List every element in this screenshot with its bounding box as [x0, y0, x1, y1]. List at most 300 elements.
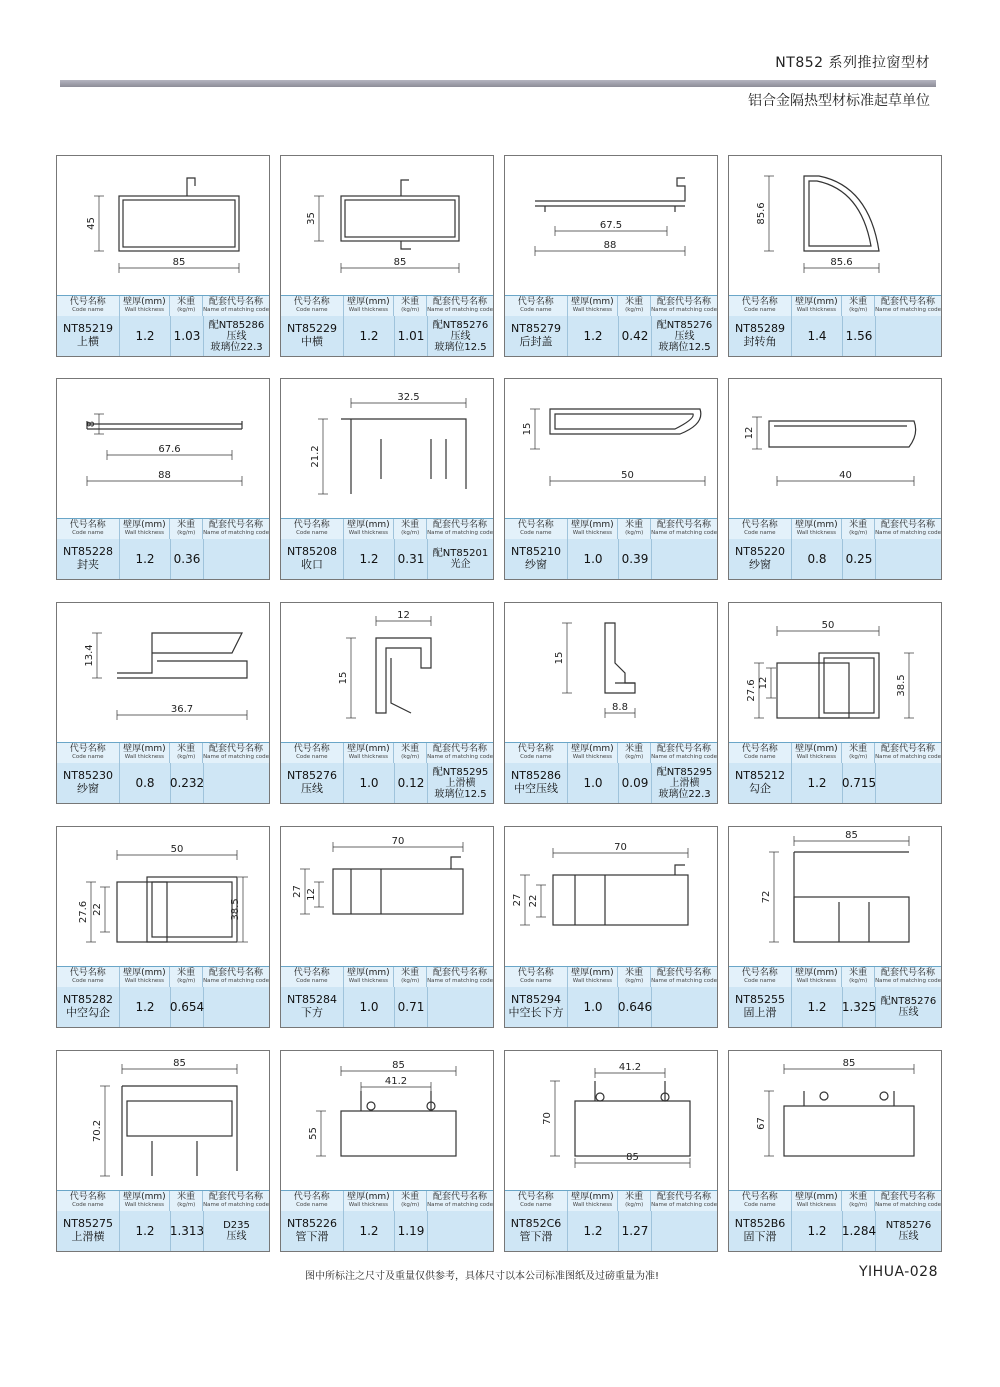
spec-table-row	[505, 539, 717, 579]
meter-weight: 0.646	[619, 987, 652, 1027]
matching-code-line: 上滑横	[445, 777, 476, 789]
dimension-label: 41.2	[618, 1062, 642, 1073]
profile-card	[504, 155, 718, 357]
header-code-cn: 代号名称	[517, 297, 554, 308]
dimension-label: 70	[614, 842, 627, 853]
header-match-en: Name of matching code	[427, 1202, 493, 1209]
profile-section	[675, 865, 685, 875]
spec-table-header	[729, 967, 941, 987]
header-wall-cn: 壁厚(mm)	[571, 968, 614, 979]
meter-weight: 0.39	[619, 539, 652, 579]
wall-thickness: 1.4	[792, 316, 843, 356]
spec-table	[281, 518, 493, 579]
header-weight-en: (kg/m)	[625, 978, 644, 985]
header-weight-en: (kg/m)	[625, 1202, 644, 1209]
header-match-cn: 配套代号名称	[209, 297, 264, 308]
spec-table-row	[281, 763, 493, 803]
header-code-en: Code name	[520, 978, 552, 985]
wall-thickness: 1.2	[792, 987, 843, 1027]
header-code-cn: 代号名称	[741, 1192, 778, 1203]
wall-thickness: 1.0	[568, 987, 619, 1027]
meter-weight: 0.71	[395, 987, 428, 1027]
spec-table-header	[281, 743, 493, 763]
dimension-label: 70.2	[92, 1119, 103, 1143]
profile-section	[596, 1093, 604, 1101]
profile-section	[127, 1101, 232, 1136]
header-code-en: Code name	[520, 530, 552, 537]
dimension-label: 12	[306, 888, 317, 901]
header-wall-cn: 壁厚(mm)	[123, 1192, 166, 1203]
spec-table-header	[57, 296, 269, 316]
profile-section	[839, 902, 869, 942]
header-weight-en: (kg/m)	[849, 307, 868, 314]
spec-table	[729, 1190, 941, 1251]
profile-section	[122, 1086, 237, 1176]
header-code-en: Code name	[520, 1202, 552, 1209]
profile-section	[117, 633, 242, 673]
profile-section	[333, 869, 463, 914]
spec-table-row	[729, 987, 941, 1027]
header-weight-en: (kg/m)	[177, 978, 196, 985]
profile-drawing	[729, 156, 941, 296]
header-weight-cn: 米重	[177, 520, 196, 531]
profile-code: NT85255	[735, 993, 785, 1007]
header-match-en: Name of matching code	[875, 1202, 941, 1209]
profile-drawing	[281, 156, 493, 296]
matching-code	[428, 316, 493, 356]
profile-name: 收口	[301, 558, 323, 571]
header-weight-cn: 米重	[625, 297, 644, 308]
header-weight-en: (kg/m)	[401, 307, 420, 314]
spec-table	[505, 966, 717, 1027]
header-match-cn: 配套代号名称	[433, 744, 488, 755]
dimension-label: 67.6	[158, 444, 181, 455]
header-wall-en: Wall thickness	[348, 1202, 389, 1209]
profile-name: 固下滑	[743, 1230, 777, 1243]
spec-table-header	[281, 519, 493, 539]
header-match-en: Name of matching code	[875, 978, 941, 985]
profile-code: NT852B6	[734, 1217, 786, 1231]
header-match-cn: 配套代号名称	[433, 1192, 488, 1203]
spec-table-header	[57, 743, 269, 763]
profile-cross-section	[505, 603, 717, 743]
header-code-en: Code name	[520, 754, 552, 761]
profile-card	[56, 1050, 270, 1252]
header-wall-en: Wall thickness	[796, 530, 837, 537]
header-code-en: Code name	[744, 754, 776, 761]
profile-section	[87, 424, 242, 429]
profile-section	[152, 1141, 197, 1176]
profile-section	[351, 869, 381, 914]
profile-section	[117, 661, 247, 678]
header-match-en: Name of matching code	[651, 530, 717, 537]
matching-code	[652, 987, 717, 1027]
header-wall-en: Wall thickness	[572, 754, 613, 761]
profile-code: NT85220	[735, 545, 785, 559]
header-wall-cn: 壁厚(mm)	[795, 297, 838, 308]
dimension-label: 55	[308, 1127, 319, 1140]
header-code-en: Code name	[296, 1202, 328, 1209]
profile-card	[56, 378, 270, 580]
profile-section	[119, 196, 239, 251]
spec-table-row	[505, 987, 717, 1027]
header-match-en: Name of matching code	[203, 1202, 269, 1209]
matching-code-line: 压线	[674, 330, 695, 342]
meter-weight: 0.36	[171, 539, 204, 579]
profile-cross-section	[729, 827, 941, 967]
header-weight-cn: 米重	[849, 520, 868, 531]
header-match-cn: 配套代号名称	[433, 520, 488, 531]
spec-table	[281, 966, 493, 1027]
profile-cross-section	[281, 379, 493, 519]
header-wall-cn: 壁厚(mm)	[347, 520, 390, 531]
dimension-label: 21.2	[310, 445, 321, 468]
meter-weight: 0.232	[171, 763, 204, 803]
profile-drawing	[57, 1051, 269, 1191]
header-code-cn: 代号名称	[69, 744, 106, 755]
header-match-cn: 配套代号名称	[209, 968, 264, 979]
spec-table-header	[281, 967, 493, 987]
profile-code: NT85208	[287, 545, 337, 559]
header-wall-cn: 壁厚(mm)	[123, 297, 166, 308]
matching-code	[876, 1211, 941, 1251]
header-weight-en: (kg/m)	[849, 754, 868, 761]
profile-code: NT85279	[511, 322, 561, 336]
meter-weight: 1.19	[395, 1211, 428, 1251]
profile-cross-section	[505, 379, 717, 519]
spec-table	[505, 1190, 717, 1251]
matching-code	[204, 763, 269, 803]
profile-drawing	[281, 379, 493, 519]
header-match-cn: 配套代号名称	[433, 968, 488, 979]
profile-section	[575, 875, 605, 925]
profile-section	[545, 206, 675, 212]
dimension-label: 85	[173, 1058, 186, 1069]
matching-code-line: NT85276	[885, 1220, 932, 1231]
spec-table-row	[57, 316, 269, 356]
header-match-en: Name of matching code	[651, 307, 717, 314]
dimension-label: 88	[603, 240, 617, 251]
profile-section	[880, 1092, 888, 1100]
dimension-label: 15	[522, 422, 533, 436]
dimension-label: 22	[528, 894, 539, 908]
profile-section	[595, 1081, 665, 1101]
matching-code-line: 配NT85286	[208, 319, 265, 331]
spec-table	[57, 295, 269, 356]
dimension-label: 85	[393, 257, 407, 268]
profile-section	[555, 414, 693, 429]
profile-drawing	[505, 1051, 717, 1191]
profile-section	[820, 1092, 828, 1100]
profile-drawing	[57, 827, 269, 967]
header-weight-en: (kg/m)	[849, 530, 868, 537]
header-match-en: Name of matching code	[651, 1202, 717, 1209]
profile-drawing	[57, 603, 269, 743]
profile-code: NT85276	[287, 769, 337, 783]
header-weight-cn: 米重	[849, 744, 868, 755]
header-wall-cn: 壁厚(mm)	[571, 1192, 614, 1203]
spec-table	[57, 518, 269, 579]
profile-section	[147, 877, 237, 942]
header-code-cn: 代号名称	[69, 1192, 106, 1203]
page-number: YIHUA-028	[859, 1264, 938, 1280]
profile-cross-section	[505, 156, 717, 296]
profile-section	[401, 241, 411, 249]
matching-code	[652, 539, 717, 579]
profile-section	[87, 421, 242, 429]
spec-table-header	[729, 519, 941, 539]
profile-drawing	[57, 379, 269, 519]
header-match-en: Name of matching code	[203, 307, 269, 314]
profile-name: 上横	[77, 335, 99, 348]
meter-weight: 0.42	[619, 316, 652, 356]
matching-code	[428, 1211, 493, 1251]
dimension-label: 70	[542, 1112, 553, 1125]
profile-card	[56, 155, 270, 357]
dimension-label: 12	[758, 676, 769, 690]
wall-thickness: 1.2	[120, 1211, 171, 1251]
profile-section	[367, 1102, 375, 1110]
header-code-cn: 代号名称	[741, 297, 778, 308]
meter-weight: 0.25	[843, 539, 876, 579]
header-wall-cn: 壁厚(mm)	[123, 520, 166, 531]
header-code-en: Code name	[520, 307, 552, 314]
profile-section	[550, 409, 701, 434]
matching-code	[876, 539, 941, 579]
profile-drawing	[505, 379, 717, 519]
spec-table	[281, 1190, 493, 1251]
header-code-cn: 代号名称	[517, 520, 554, 531]
header-weight-en: (kg/m)	[625, 754, 644, 761]
header-weight-cn: 米重	[401, 520, 420, 531]
dimension-label: 27.6	[78, 900, 89, 924]
dimension-label: 40	[839, 470, 852, 481]
profile-card	[280, 602, 494, 804]
profile-section	[391, 658, 411, 713]
header-wall-en: Wall thickness	[348, 307, 389, 314]
dimension-label: 45	[86, 217, 97, 230]
spec-table-row	[729, 763, 941, 803]
profile-cross-section	[281, 1051, 493, 1191]
matching-code-line: 压线	[898, 1231, 919, 1242]
header-wall-en: Wall thickness	[796, 1202, 837, 1209]
header-wall-cn: 壁厚(mm)	[795, 744, 838, 755]
header-match-cn: 配套代号名称	[209, 744, 264, 755]
header-weight-cn: 米重	[625, 968, 644, 979]
header-weight-cn: 米重	[849, 968, 868, 979]
profile-cross-section	[729, 156, 941, 296]
wall-thickness: 0.8	[792, 539, 843, 579]
meter-weight: 1.27	[619, 1211, 652, 1251]
header-weight-en: (kg/m)	[625, 307, 644, 314]
header-wall-cn: 壁厚(mm)	[795, 1192, 838, 1203]
profile-section	[361, 1091, 431, 1111]
header-wall-en: Wall thickness	[124, 978, 165, 985]
header-wall-en: Wall thickness	[572, 1202, 613, 1209]
header-weight-cn: 米重	[849, 1192, 868, 1203]
spec-table-header	[57, 967, 269, 987]
header-code-cn: 代号名称	[517, 744, 554, 755]
header-match-cn: 配套代号名称	[881, 297, 936, 308]
profile-name: 勾企	[749, 782, 771, 795]
dimension-label: 85	[172, 257, 186, 268]
matching-code	[428, 763, 493, 803]
header-code-cn: 代号名称	[293, 520, 330, 531]
meter-weight: 1.284	[843, 1211, 876, 1251]
matching-code-line: 配NT85276	[432, 319, 489, 331]
profile-name: 封转角	[743, 335, 777, 348]
header-wall-cn: 壁厚(mm)	[571, 297, 614, 308]
header-rule	[60, 80, 936, 87]
header-match-en: Name of matching code	[203, 754, 269, 761]
profile-card	[504, 378, 718, 580]
header-wall-cn: 壁厚(mm)	[571, 744, 614, 755]
profile-code: NT85294	[511, 993, 561, 1007]
dimension-label: 8.8	[612, 702, 628, 713]
profile-card	[280, 378, 494, 580]
profile-drawing	[505, 603, 717, 743]
dimension-label: 12	[744, 426, 755, 440]
dimension-label: 12	[397, 610, 410, 621]
dimension-label: 85	[845, 830, 858, 841]
profile-code: NT852C6	[510, 1217, 562, 1231]
header-match-en: Name of matching code	[427, 530, 493, 537]
spec-table-header	[729, 743, 941, 763]
profile-name: 中空压线	[514, 782, 558, 795]
profile-section	[451, 857, 461, 869]
matching-code-line: 压线	[450, 330, 471, 342]
profile-name: 封夹	[77, 558, 99, 571]
header-wall-en: Wall thickness	[796, 978, 837, 985]
header-match-cn: 配套代号名称	[881, 520, 936, 531]
matching-code-line: 配NT85295	[656, 766, 713, 778]
profile-card	[280, 1050, 494, 1252]
profile-card	[504, 826, 718, 1028]
dimension-label: 38.5	[896, 674, 907, 697]
matching-code-line: 配NT85295	[432, 766, 489, 778]
meter-weight: 1.325	[843, 987, 876, 1027]
header-weight-en: (kg/m)	[401, 530, 420, 537]
header-code-cn: 代号名称	[517, 1192, 554, 1203]
header-match-en: Name of matching code	[427, 307, 493, 314]
matching-code-line: 压线	[898, 1007, 919, 1018]
spec-table	[57, 966, 269, 1027]
dimension-label: 27.6	[746, 679, 757, 702]
profile-name: 中空长下方	[508, 1006, 564, 1019]
profile-name: 后封盖	[519, 335, 553, 348]
header-weight-cn: 米重	[625, 1192, 644, 1203]
header-weight-cn: 米重	[177, 744, 196, 755]
header-match-en: Name of matching code	[651, 978, 717, 985]
spec-table-row	[57, 1211, 269, 1251]
header-wall-cn: 壁厚(mm)	[347, 744, 390, 755]
profile-cross-section	[57, 379, 269, 519]
header-match-en: Name of matching code	[875, 307, 941, 314]
header-match-cn: 配套代号名称	[657, 744, 712, 755]
profile-code: NT85229	[287, 322, 337, 336]
header-weight-cn: 米重	[625, 744, 644, 755]
profile-section	[535, 178, 685, 201]
profile-drawing	[729, 1051, 941, 1191]
header-match-cn: 配套代号名称	[657, 297, 712, 308]
dimension-label: 32.5	[397, 392, 420, 403]
spec-table-row	[505, 1211, 717, 1251]
spec-table-row	[281, 539, 493, 579]
dimension-label: 35	[306, 212, 317, 225]
dimension-label: 50	[621, 470, 634, 481]
profile-section	[341, 196, 459, 241]
header-match-cn: 配套代号名称	[433, 297, 488, 308]
header-weight-cn: 米重	[401, 297, 420, 308]
profile-section	[794, 897, 909, 942]
profile-section	[784, 1106, 914, 1156]
header-code-cn: 代号名称	[69, 520, 106, 531]
header-code-en: Code name	[72, 978, 104, 985]
header-wall-en: Wall thickness	[572, 978, 613, 985]
header-weight-cn: 米重	[177, 297, 196, 308]
footer-note: 图中所标注之尺寸及重量仅供参考，具体尺寸以本公司标准图纸及过磅重量为准!	[305, 1271, 660, 1282]
wall-thickness: 1.0	[568, 539, 619, 579]
header-code-en: Code name	[296, 978, 328, 985]
profile-card	[728, 1050, 942, 1252]
header-weight-en: (kg/m)	[177, 307, 196, 314]
profile-drawing	[281, 1051, 493, 1191]
header-wall-cn: 壁厚(mm)	[347, 968, 390, 979]
profile-card	[728, 826, 942, 1028]
profile-name: 下方	[301, 1006, 323, 1019]
header-wall-en: Wall thickness	[348, 530, 389, 537]
dimension-label: 41.2	[384, 1076, 408, 1087]
header-wall-en: Wall thickness	[124, 754, 165, 761]
profile-card	[504, 1050, 718, 1252]
profile-section	[769, 421, 916, 447]
profile-section	[809, 181, 871, 246]
profile-cross-section	[57, 1051, 269, 1191]
spec-table	[505, 295, 717, 356]
matching-code-line: 玻璃位12.5	[658, 341, 711, 353]
wall-thickness: 1.2	[120, 987, 171, 1027]
matching-code-line: 上滑横	[669, 777, 700, 789]
wall-thickness: 1.0	[568, 763, 619, 803]
matching-code-line: 压线	[226, 1231, 247, 1242]
profile-cross-section	[729, 379, 941, 519]
spec-table	[729, 966, 941, 1027]
matching-code-line: D235	[223, 1220, 250, 1231]
spec-table-row	[505, 316, 717, 356]
profile-cross-section	[281, 827, 493, 967]
matching-code	[876, 316, 941, 356]
profile-cross-section	[505, 827, 717, 967]
profile-name: 压线	[301, 782, 323, 795]
header-wall-en: Wall thickness	[124, 530, 165, 537]
header-wall-cn: 壁厚(mm)	[795, 520, 838, 531]
header-weight-cn: 米重	[401, 968, 420, 979]
profile-card	[728, 378, 942, 580]
spec-table-header	[281, 296, 493, 316]
matching-code	[204, 316, 269, 356]
spec-table-header	[505, 296, 717, 316]
header-match-en: Name of matching code	[875, 754, 941, 761]
profile-section	[381, 439, 446, 479]
spec-table-row	[57, 987, 269, 1027]
dimension-label: 67	[756, 1117, 767, 1130]
wall-thickness: 1.2	[344, 1211, 395, 1251]
header-match-en: Name of matching code	[203, 978, 269, 985]
meter-weight: 0.654	[171, 987, 204, 1027]
profile-name: 管下滑	[295, 1230, 329, 1243]
dimension-label: 70	[391, 836, 405, 847]
spec-table-header	[505, 519, 717, 539]
